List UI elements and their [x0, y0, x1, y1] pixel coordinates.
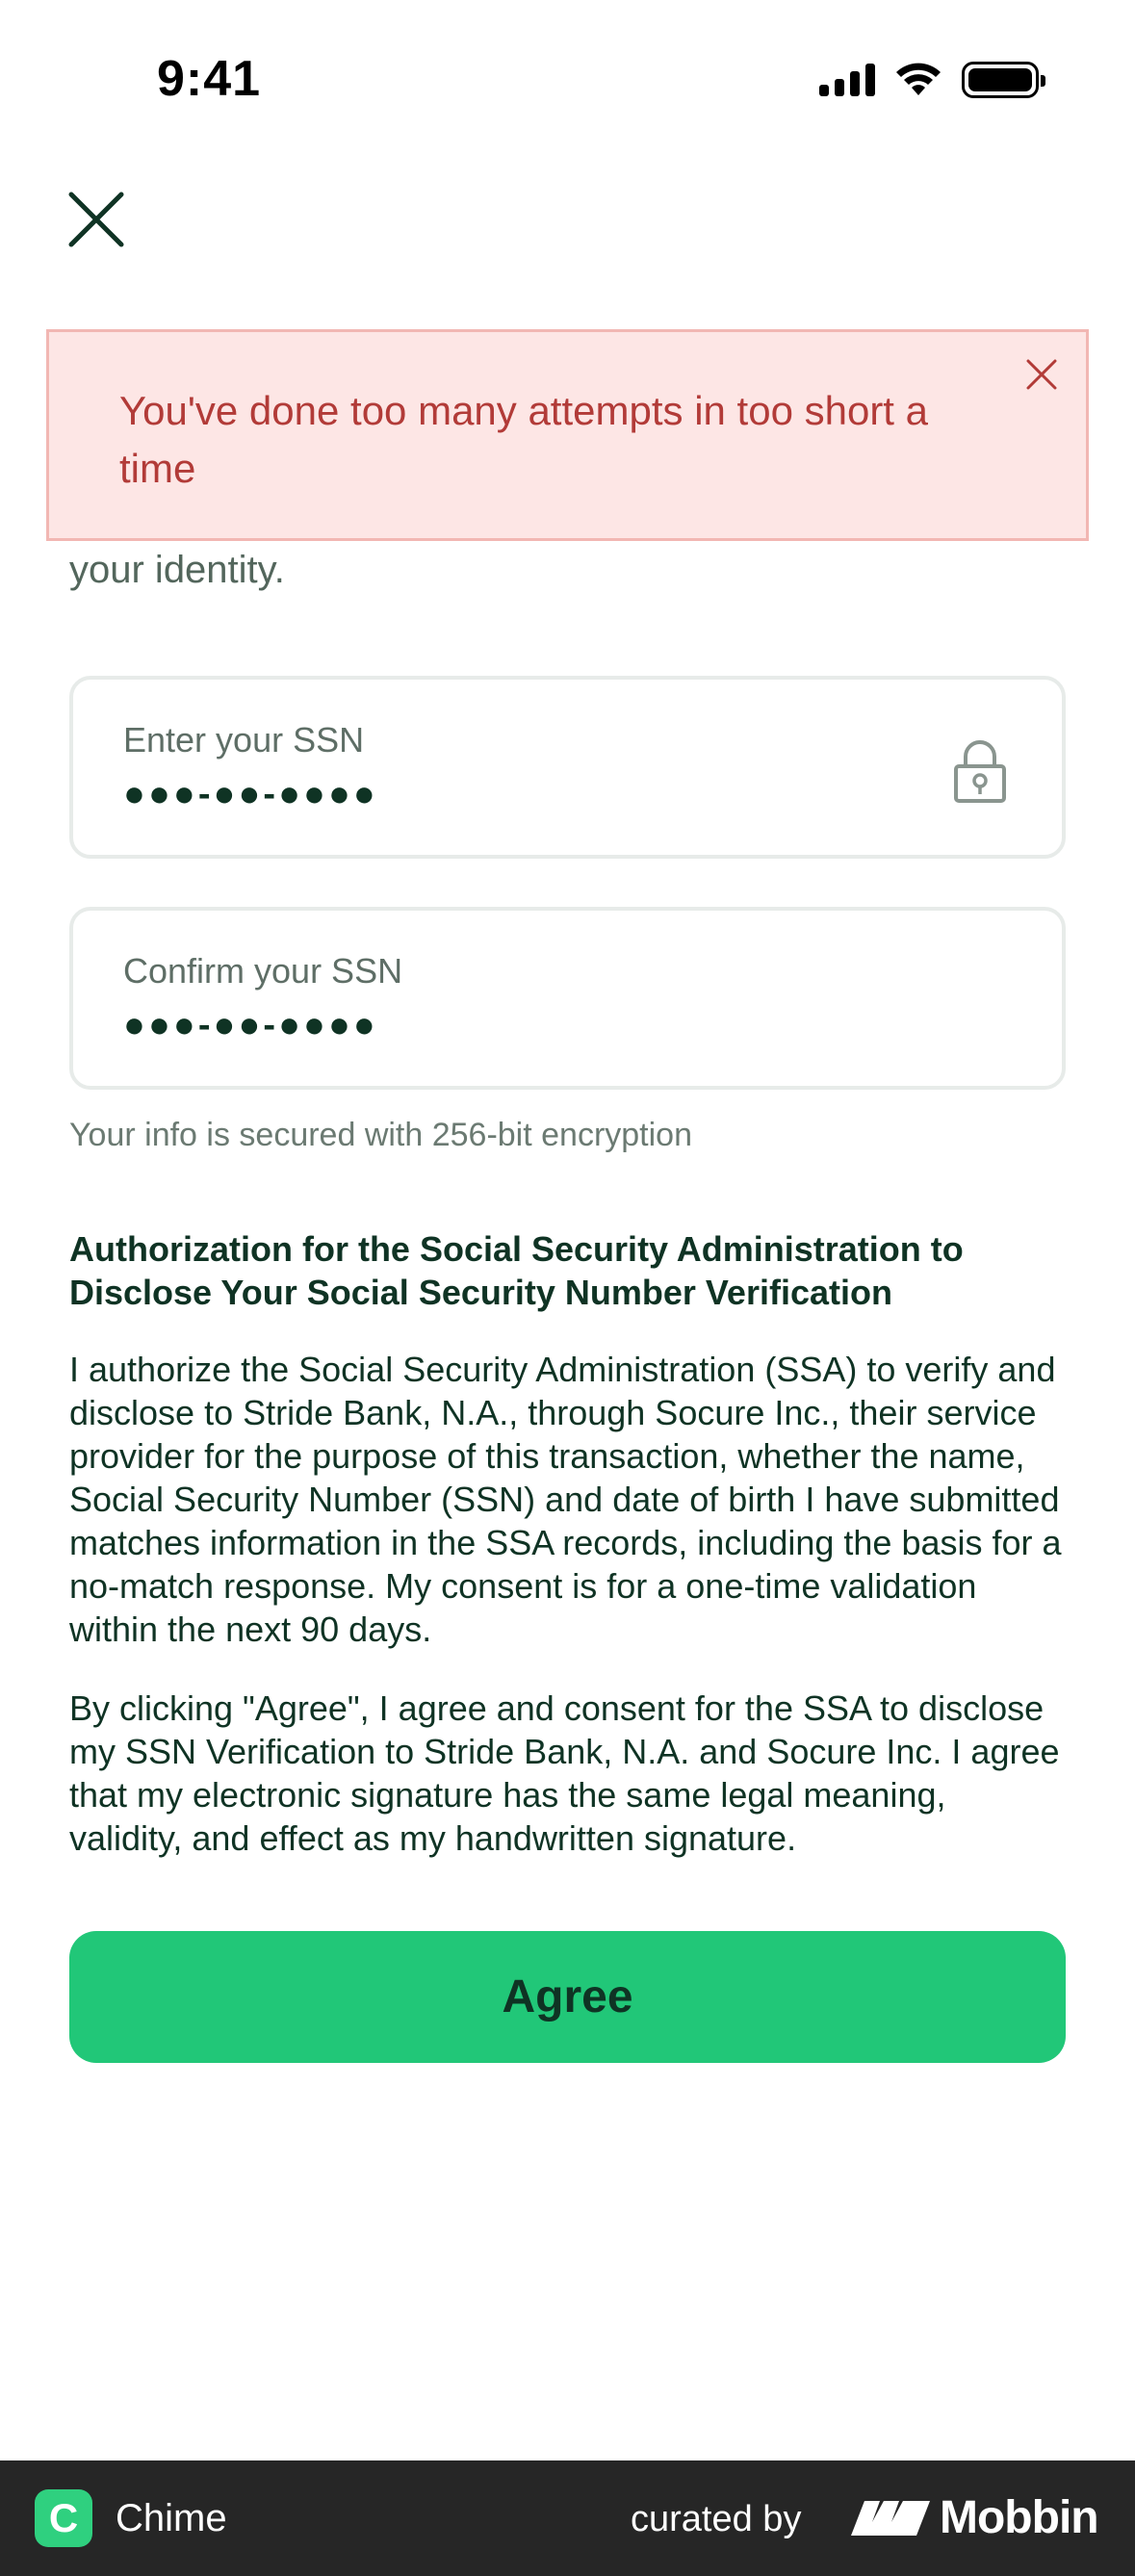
chime-logo-icon: C [35, 2489, 92, 2547]
battery-icon [962, 62, 1039, 98]
ssn-input[interactable] [69, 676, 1066, 859]
close-icon[interactable] [67, 191, 125, 248]
cellular-signal-icon [819, 64, 875, 96]
mobbin-logo-icon [851, 2497, 930, 2539]
curated-by-label: curated by [631, 2499, 802, 2539]
status-bar [0, 0, 1135, 144]
status-icons [819, 62, 1039, 98]
confirm-ssn-input-value: ●●●-●●-●●●● [123, 1005, 378, 1045]
lock-icon [952, 737, 1008, 805]
status-time: 9:41 [157, 51, 262, 107]
ssn-input-value: ●●●-●●-●●●● [123, 774, 378, 814]
agree-button[interactable]: Agree [69, 1931, 1066, 2063]
app-name: Chime [116, 2497, 227, 2539]
mobbin-brand: Mobbin [940, 2492, 1098, 2543]
wifi-icon [894, 63, 942, 97]
confirm-ssn-input-label: Confirm your SSN [123, 951, 403, 991]
intro-text: your identity. [69, 549, 285, 591]
security-note: Your info is secured with 256-bit encryption [69, 1117, 692, 1153]
error-message: You've done too many attempts in too short a time [119, 388, 928, 491]
confirm-ssn-input[interactable] [69, 907, 1066, 1090]
authorization-paragraph-1: I authorize the Social Security Administration (SSA) to verify and disclose to Stride Bank, N.A., through Socure Inc., their service provider for the purpose of this transaction, whether the name, Social Security Number (SSN) and date of birth I have submitted matches information in the SSA records, including the basis for a no-match response. My consent is for a one-time validation within the next 90 days. [69, 1350, 1062, 1649]
authorization-paragraph-2: By clicking "Agree", I agree and consent for the SSA to disclose my SSN Verification to Stride Bank, N.A. and Socure Inc. I agree that my electronic signature has the same legal meaning, validity, and effect as my handwritten signature. [69, 1688, 1060, 1858]
error-banner [46, 329, 1089, 541]
ssn-input-label: Enter your SSN [123, 720, 365, 760]
footer-bar [0, 2460, 1135, 2576]
close-icon[interactable] [1020, 353, 1063, 396]
authorization-heading: Authorization for the Social Security Administration to Disclose Your Social Security Number Verification [69, 1229, 964, 1312]
